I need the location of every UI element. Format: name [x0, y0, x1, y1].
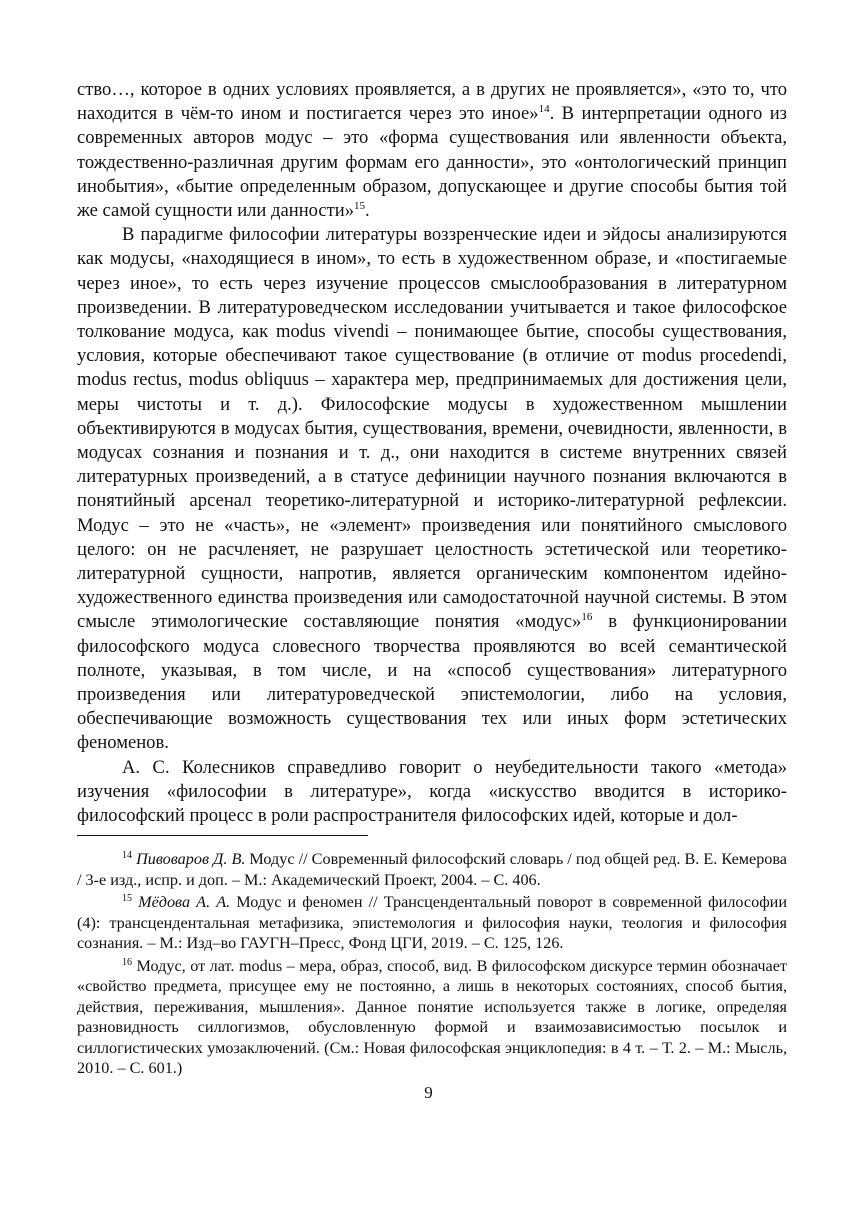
- footnote-ref-15[interactable]: 15: [354, 200, 366, 213]
- footnote-ref-14[interactable]: 14: [538, 103, 550, 116]
- main-text: [77, 78, 787, 828]
- footnotes: [77, 849, 787, 1081]
- footnote-ref-16[interactable]: 16: [581, 611, 593, 624]
- page-number: 9: [424, 1083, 433, 1102]
- paragraph-1: ство…, которое в одних условиях проявляется, а в других не проявляется», «это то, что находится в чём-то ином и постигается через это иное»$^{14}$. В интерпретации одного из современных авторов модус – это «форма существования или явленности объекта, тождественно-различная другим формам его данности», это «онтологический принцип инобытия», «бытие определенным образом, допускающее и другие способы бытия той же самой сущности или данности»$^{15}$.: [77, 79, 788, 222]
- footnote-number: 16: [122, 956, 132, 968]
- paragraph-3: А. С. Колесников справедливо говорит о неубедительности такого «метода» изучения «философии в литературе», когда «искусство вводится в историко-философский процесс в роли распространителя философских идей, которые и дол-: [77, 756, 787, 827]
- footnote-author: Мёдова А. А.: [138, 893, 231, 911]
- footnote-number: 14: [122, 850, 132, 861]
- footnote-text: Модус, от лат. modus – мера, образ, способ, вид. В философском дискурсе термин обозначает «свойство предмета, присущее ему не постоянно, а лишь в некоторых состояниях, способ бытия, действия, переживания, мышления». Данное понятие используется также в логике, определяя разновидность силлогизмов, обусловленную формой и взаимозависимостью посылок и силлогистических умозаключений. (См.: Новая философская энциклопедия: в 4 т. – Т. 2. – М.: Мысль, 2010. – С. 601.): [77, 956, 787, 1077]
- footnote-number: 15: [122, 893, 132, 904]
- footnote-text: Модус // Современный философский словарь / под общей ред. В. Е. Кемерова / 3-е изд., испр. и доп. – М.: Академический Проект, 2004. – С. 406.: [77, 850, 787, 889]
- footnote-14: [77, 849, 787, 890]
- footnote-16: [77, 956, 787, 1079]
- footnote-author: Пивоваров Д. В.: [136, 850, 246, 868]
- footnote-divider: [77, 835, 368, 836]
- footnote-15: [77, 892, 787, 954]
- paragraph-2: В парадигме философии литературы воззренческие идеи и эйдосы анализируются как модусы, «находящиеся в ином», то есть в художественном образе, и «постигаемые через иное», то есть через изучение процессов смыслообразования в литературном произведении. В литературоведческом исследовании учитывается и такое философское толкование модуса, как modus vivendi – понимающее бытие, способы существования, условия, которые обеспечивают такое существование (в отличие от modus procedendi, modus rectus, modus obliquus – характера мер, предпринимаемых для достижения цели, меры чистоты и т. д.). Философские модусы в художественном мышлении объективируются в модусах бытия, существования, времени, очевидности, явленности, в модусах сознания и познания и т. д., они находится в системе внутренних связей литературных произведений, а в статусе дефиниции научного познания включаются в понятийный арсенал теоретико-литературной и историко-литературной рефлексии. Модус – это не «часть», не «элемент» произведения или понятийного смыслового целого: он не расчленяет, не разрушает целостность эстетической или теоретико-литературной сущности, напротив, является органическим компонентом идейно-художественного единства произведения или самодостаточной научной системы. В этом смысле этимологические составляющие понятия «модус»$^{16}$ в функционировании философского модуса словесного творчества проявляются во всей семантической полноте, указывая, в том числе, и на «способ существования» литературного произведения или литературоведческой эпистемологии, либо на условия, обеспечивающие возможность существования тех или иных форм эстетических феноменов.: [77, 224, 787, 754]
- footnote-text: Модус и феномен // Трансцендентальный поворот в современной философии (4): трансцендентальная метафизика, эпистемология и философия науки, теология и философия сознания. – М.: Изд–во ГАУГН–Пресс, Фонд ЦГИ, 2019. – С. 125, 126.: [77, 893, 788, 952]
